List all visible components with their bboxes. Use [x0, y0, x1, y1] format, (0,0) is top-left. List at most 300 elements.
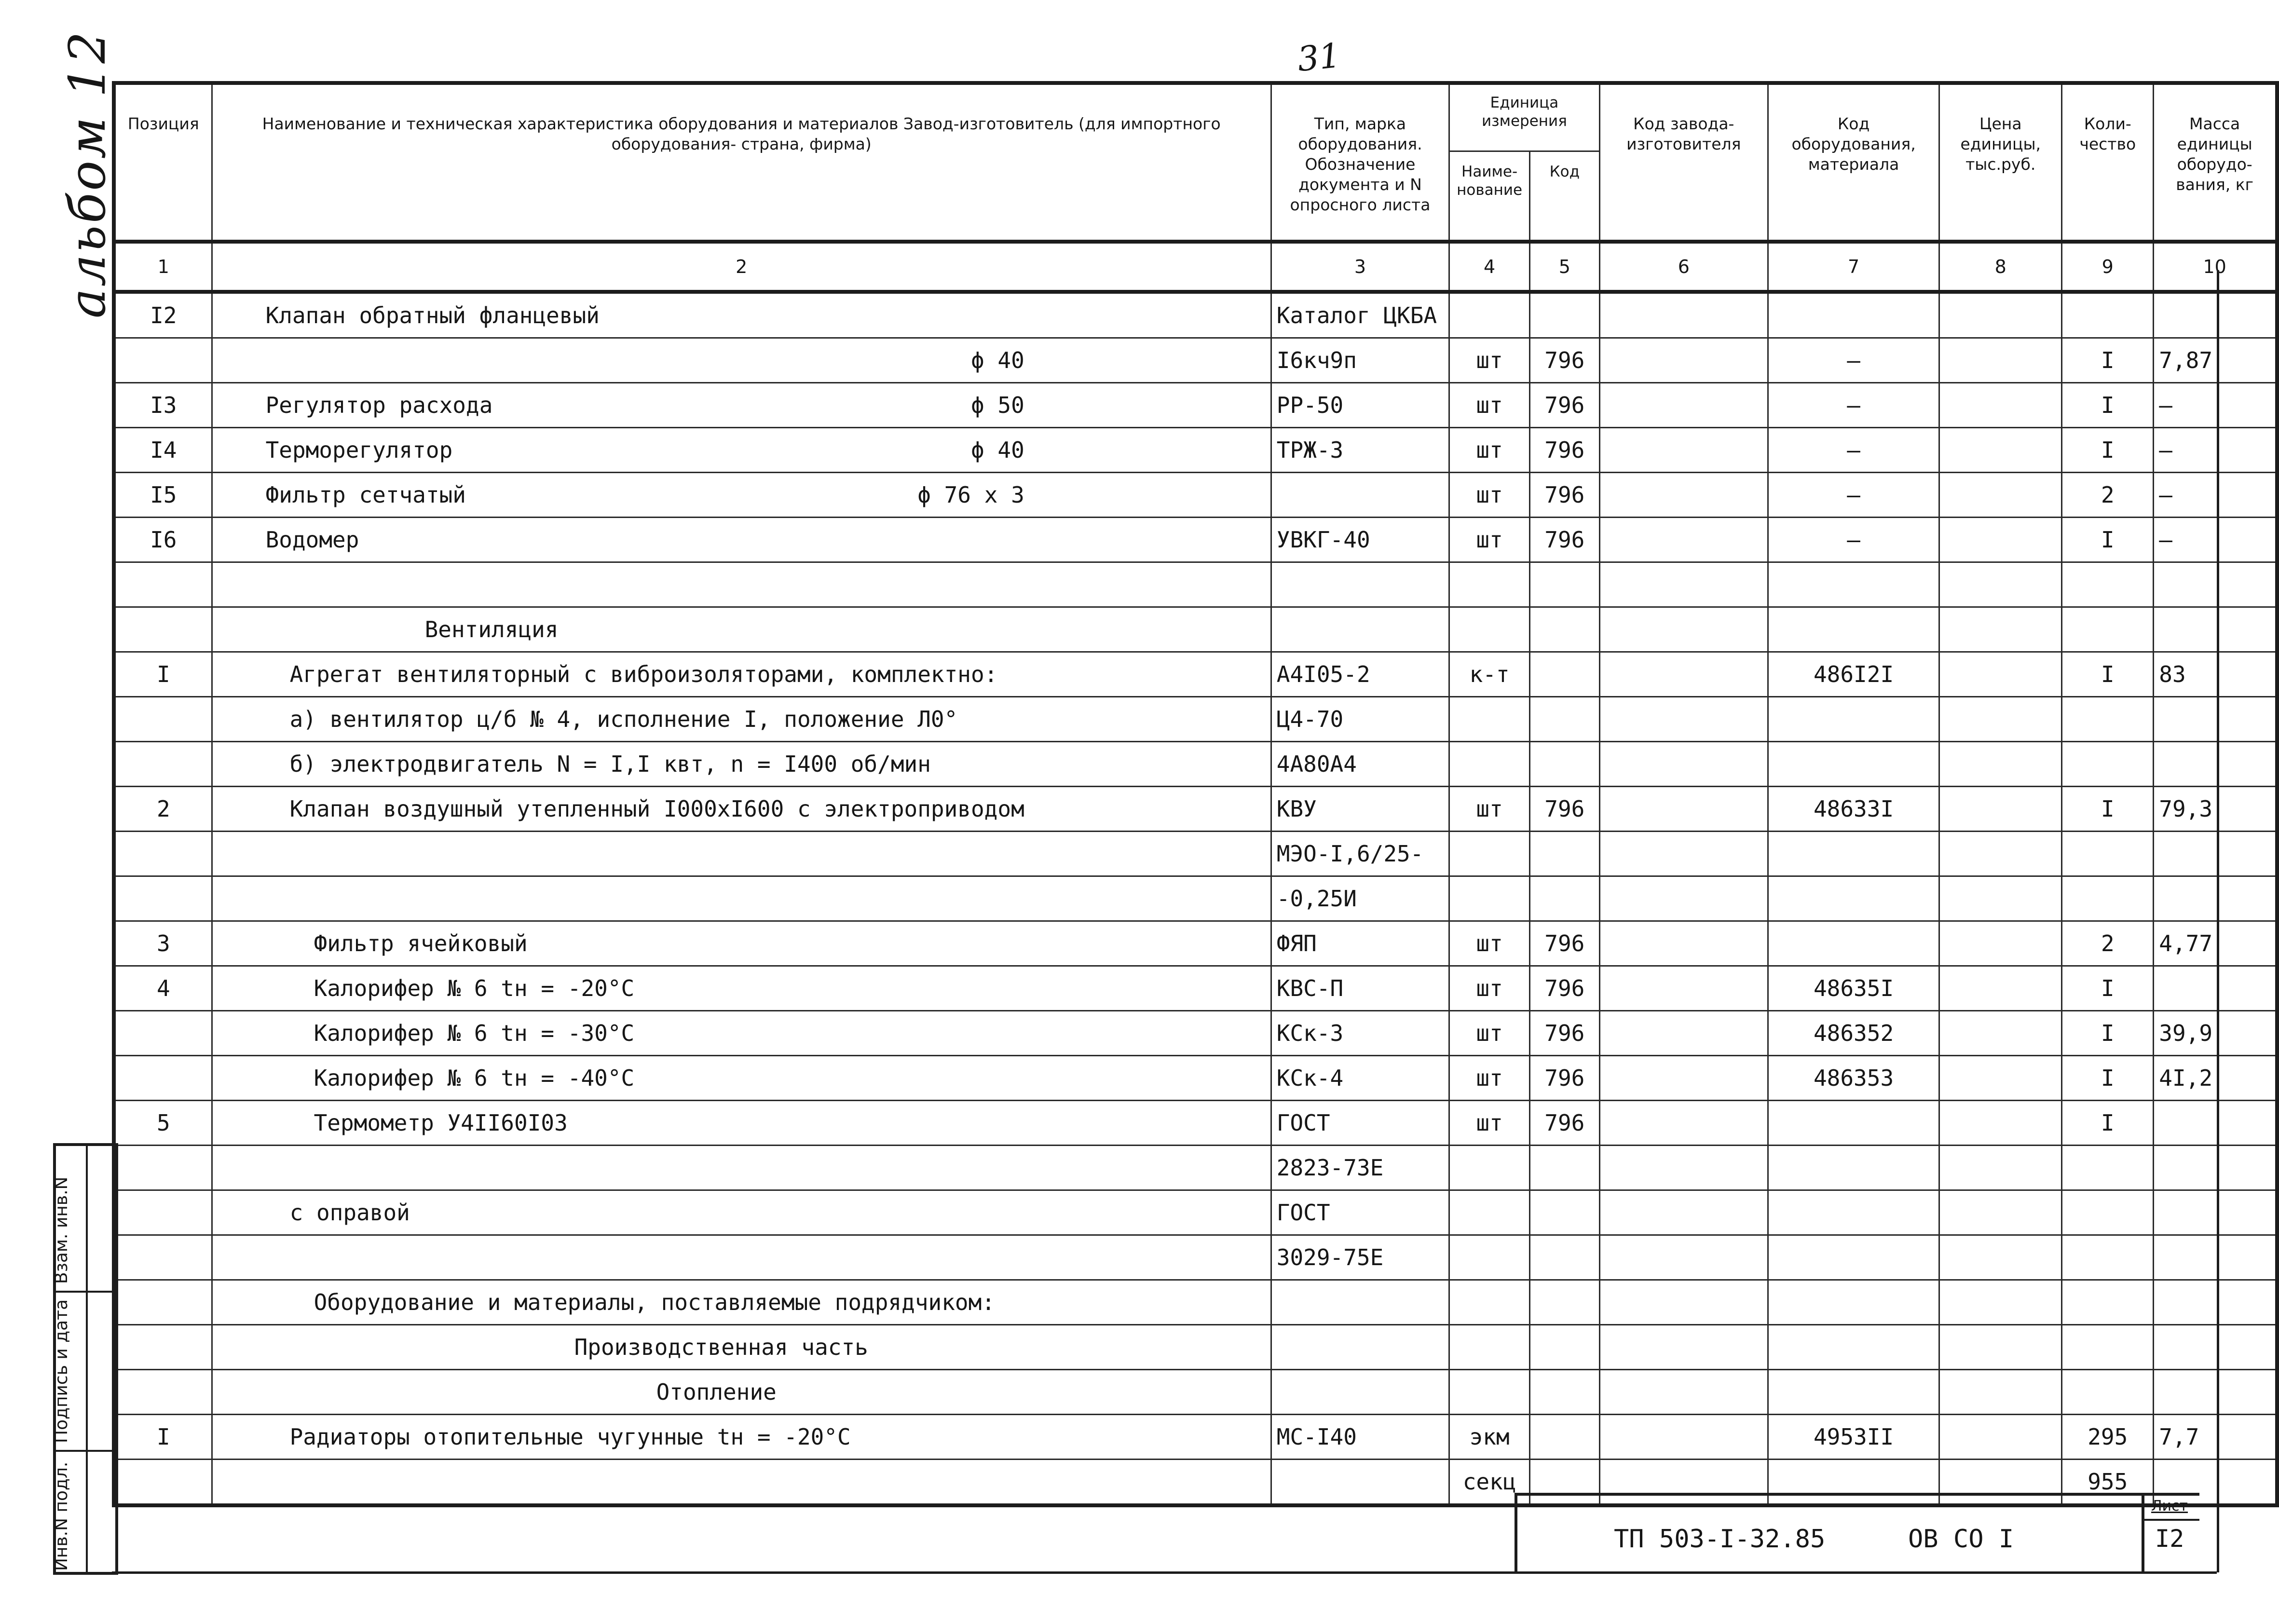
side-stamp: [53, 1143, 118, 1575]
cell-type: [1271, 1460, 1449, 1506]
cell-price: [1939, 1235, 2062, 1280]
cell-type: РР-50: [1271, 383, 1449, 428]
cell-mass: 7,7: [2154, 1415, 2277, 1460]
item-name: Агрегат вентиляторный с виброизоляторами, комплектно:: [289, 661, 998, 687]
cell-price: [1939, 652, 2062, 697]
cell-price: [1939, 607, 2062, 652]
cell-name: [212, 562, 1271, 607]
cell-name: [212, 787, 1271, 832]
cell-position: 4: [114, 966, 212, 1011]
item-name: Производственная часть: [574, 1334, 868, 1360]
table-row: [114, 1011, 2277, 1056]
item-diameter: ϕ 40: [971, 347, 1024, 373]
cell-quantity: [2062, 1280, 2154, 1325]
header-quantity: Коли- чество: [2062, 83, 2154, 242]
cell-unit-name: шт: [1449, 1011, 1530, 1056]
header-price: Цена единицы, тыс.руб.: [1939, 83, 2062, 242]
column-number: 8: [1939, 242, 2062, 292]
cell-unit-name: секц: [1449, 1460, 1530, 1506]
cell-manufacturer-code: [1599, 1415, 1768, 1460]
cell-type: -0,25И: [1271, 876, 1449, 921]
cell-mass: 79,3: [2154, 787, 2277, 832]
cell-unit-code: [1530, 292, 1600, 338]
cell-manufacturer-code: [1599, 518, 1768, 562]
item-name: Терморегулятор: [265, 437, 453, 463]
cell-manufacturer-code: [1599, 652, 1768, 697]
cell-quantity: 295: [2062, 1415, 2154, 1460]
side-stamp-cell: [52, 1450, 115, 1578]
cell-manufacturer-code: [1599, 1370, 1768, 1415]
column-number: 5: [1530, 242, 1600, 292]
cell-position: [114, 562, 212, 607]
item-name: Клапан обратный фланцевый: [265, 302, 600, 328]
header-unit-group: Единица измерения: [1449, 83, 1599, 151]
cell-equipment-code: [1768, 607, 1939, 652]
item-diameter: [1024, 975, 1029, 1001]
table-row: [114, 832, 2277, 876]
cell-unit-code: [1530, 697, 1600, 742]
cell-unit-code: [1530, 562, 1600, 607]
cell-mass: 39,9: [2154, 1011, 2277, 1056]
item-name: а) вентилятор ц/б № 4, исполнение I, положение Л0°: [289, 706, 958, 732]
table-row: [114, 697, 2277, 742]
cell-position: I: [114, 1415, 212, 1460]
column-number: 2: [212, 242, 1271, 292]
cell-unit-name: [1449, 292, 1530, 338]
sheet-label: Лист: [2151, 1498, 2188, 1515]
cell-unit-code: 796: [1530, 518, 1600, 562]
cell-equipment-code: [1768, 1235, 1939, 1280]
cell-equipment-code: [1768, 292, 1939, 338]
item-diameter: [1024, 1200, 1029, 1226]
table-row: [114, 473, 2277, 518]
cell-unit-name: шт: [1449, 1101, 1530, 1146]
cell-manufacturer-code: [1599, 428, 1768, 473]
table-row: [114, 1146, 2277, 1190]
project-code: ТП 503-I-32.85: [1614, 1525, 1826, 1554]
table-row: [114, 1280, 2277, 1325]
cell-mass: [2154, 1146, 2277, 1190]
item-name: Регулятор расхода: [265, 392, 493, 418]
cell-price: [1939, 787, 2062, 832]
cell-price: [1939, 697, 2062, 742]
item-name: б) электродвигатель N = I,I квт, n = I400 об/мин: [289, 751, 931, 777]
header-type: Тип, марка оборудования. Обозначение документа и N опросного листа: [1271, 83, 1449, 242]
cell-name: [212, 383, 1271, 428]
cell-unit-code: [1530, 1415, 1600, 1460]
cell-position: [114, 1011, 212, 1056]
item-name: Калорифер № 6 tн = -40°C: [314, 1065, 635, 1091]
cell-mass: 83: [2154, 652, 2277, 697]
cell-name: [212, 518, 1271, 562]
item-name: Калорифер № 6 tн = -30°C: [314, 1020, 635, 1046]
cell-unit-code: 796: [1530, 1101, 1600, 1146]
table-row: [114, 1415, 2277, 1460]
cell-position: [114, 1280, 212, 1325]
item-name: Фильтр сетчатый: [265, 482, 466, 508]
cell-unit-code: 796: [1530, 428, 1600, 473]
cell-type: [1271, 607, 1449, 652]
cell-manufacturer-code: [1599, 562, 1768, 607]
item-name: Термометр У4II60I03: [314, 1110, 568, 1136]
cell-quantity: [2062, 1146, 2154, 1190]
frame-line: [116, 1452, 118, 1572]
table-row: [114, 292, 2277, 338]
cell-unit-name: шт: [1449, 787, 1530, 832]
item-diameter: [1024, 1289, 1029, 1315]
cell-equipment-code: [1768, 1190, 1939, 1235]
cell-quantity: I: [2062, 1056, 2154, 1101]
cell-quantity: I: [2062, 1011, 2154, 1056]
table-row: [114, 966, 2277, 1011]
cell-manufacturer-code: [1599, 1325, 1768, 1370]
cell-type: Каталог ЦКБА: [1271, 292, 1449, 338]
cell-name: [212, 1101, 1271, 1146]
cell-type: [1271, 1325, 1449, 1370]
cell-type: ТРЖ-3: [1271, 428, 1449, 473]
header-unit-code: Код: [1530, 151, 1600, 242]
cell-quantity: [2062, 1190, 2154, 1235]
cell-manufacturer-code: [1599, 1101, 1768, 1146]
frame-line: [2217, 270, 2219, 1572]
table-row: [114, 1056, 2277, 1101]
column-number-row: [114, 242, 2277, 292]
item-diameter: [1024, 616, 1029, 642]
cell-position: [114, 1370, 212, 1415]
cell-position: [114, 1190, 212, 1235]
cell-position: [114, 876, 212, 921]
cell-manufacturer-code: [1599, 832, 1768, 876]
cell-equipment-code: [1768, 876, 1939, 921]
side-stamp-label: Подпись и дата: [52, 1299, 71, 1443]
table-row: [114, 1370, 2277, 1415]
cell-unit-code: [1530, 607, 1600, 652]
cell-equipment-code: [1768, 562, 1939, 607]
item-name: Калорифер № 6 tн = -20°C: [314, 975, 635, 1001]
cell-price: [1939, 338, 2062, 383]
cell-price: [1939, 876, 2062, 921]
cell-name: [212, 1370, 1271, 1415]
cell-type: ГОСТ: [1271, 1190, 1449, 1235]
cell-quantity: I: [2062, 518, 2154, 562]
cell-quantity: 955: [2062, 1460, 2154, 1506]
side-stamp-cell: [52, 1146, 115, 1291]
item-diameter: [1024, 1020, 1029, 1046]
cell-unit-code: [1530, 652, 1600, 697]
cell-unit-code: 796: [1530, 966, 1600, 1011]
cell-manufacturer-code: [1599, 338, 1768, 383]
cell-name: [212, 292, 1271, 338]
cell-manufacturer-code: [1599, 787, 1768, 832]
cell-manufacturer-code: [1599, 697, 1768, 742]
cell-equipment-code: [1768, 1101, 1939, 1146]
item-diameter: [1024, 1379, 1029, 1405]
item-name: Клапан воздушный утепленный I000xI600 с электроприводом: [289, 796, 1024, 822]
cell-type: УВКГ-40: [1271, 518, 1449, 562]
cell-mass: [2154, 832, 2277, 876]
cell-position: [114, 742, 212, 787]
cell-mass: [2154, 1101, 2277, 1146]
item-name: с оправой: [289, 1200, 410, 1226]
cell-unit-name: шт: [1449, 966, 1530, 1011]
cell-type: 2823-73Е: [1271, 1146, 1449, 1190]
cell-position: [114, 1056, 212, 1101]
cell-unit-name: шт: [1449, 428, 1530, 473]
cell-equipment-code: [1768, 1146, 1939, 1190]
cell-unit-name: [1449, 1280, 1530, 1325]
cell-unit-name: [1449, 832, 1530, 876]
item-diameter: ϕ 76 x 3: [917, 482, 1024, 508]
cell-position: I5: [114, 473, 212, 518]
cell-unit-name: шт: [1449, 1056, 1530, 1101]
cell-price: [1939, 1011, 2062, 1056]
header-position: Позиция: [114, 83, 212, 242]
cell-name: [212, 1460, 1271, 1506]
cell-unit-name: шт: [1449, 921, 1530, 966]
cell-equipment-code: –: [1768, 383, 1939, 428]
cell-quantity: [2062, 607, 2154, 652]
cell-type: КСк-3: [1271, 1011, 1449, 1056]
cell-unit-name: к-т: [1449, 652, 1530, 697]
cell-equipment-code: [1768, 832, 1939, 876]
cell-mass: [2154, 1235, 2277, 1280]
cell-equipment-code: [1768, 697, 1939, 742]
sheet-box: [2142, 1496, 2199, 1572]
table-row: [114, 921, 2277, 966]
cell-unit-code: 796: [1530, 921, 1600, 966]
item-name: Водомер: [265, 527, 359, 553]
cell-name: [212, 832, 1271, 876]
cell-quantity: 2: [2062, 921, 2154, 966]
item-diameter: [1024, 1334, 1029, 1360]
cell-mass: [2154, 607, 2277, 652]
cell-manufacturer-code: [1599, 1056, 1768, 1101]
table-row: [114, 787, 2277, 832]
cell-price: [1939, 1190, 2062, 1235]
table-row: [114, 518, 2277, 562]
item-name: Радиаторы отопительные чугунные tн = -20°C: [289, 1424, 851, 1450]
cell-price: [1939, 1056, 2062, 1101]
cell-quantity: [2062, 1370, 2154, 1415]
table-row: [114, 383, 2277, 428]
table-row: [114, 562, 2277, 607]
cell-unit-name: [1449, 697, 1530, 742]
table-row: [114, 428, 2277, 473]
cell-manufacturer-code: [1599, 1235, 1768, 1280]
item-diameter: [1024, 1110, 1029, 1136]
item-name: Отопление: [656, 1379, 777, 1405]
table-row: [114, 1190, 2277, 1235]
cell-mass: [2154, 966, 2277, 1011]
cell-position: [114, 1325, 212, 1370]
item-diameter: [1024, 796, 1029, 822]
item-diameter: [1024, 527, 1029, 553]
cell-type: [1271, 1280, 1449, 1325]
cell-equipment-code: 486352: [1768, 1011, 1939, 1056]
cell-unit-name: [1449, 607, 1530, 652]
cell-unit-code: [1530, 1190, 1600, 1235]
cell-mass: [2154, 1190, 2277, 1235]
cell-position: [114, 1235, 212, 1280]
cell-name: [212, 1190, 1271, 1235]
cell-unit-code: [1530, 742, 1600, 787]
cell-type: 4А80А4: [1271, 742, 1449, 787]
cell-price: [1939, 1280, 2062, 1325]
table-row: [114, 1325, 2277, 1370]
cell-unit-code: [1530, 1280, 1600, 1325]
side-stamp-cell: [52, 1291, 115, 1450]
cell-unit-name: [1449, 562, 1530, 607]
cell-unit-name: шт: [1449, 518, 1530, 562]
cell-mass: [2154, 876, 2277, 921]
cell-mass: –: [2154, 428, 2277, 473]
cell-name: [212, 1011, 1271, 1056]
cell-name: [212, 1235, 1271, 1280]
cell-position: I6: [114, 518, 212, 562]
table-row: [114, 1235, 2277, 1280]
cell-position: 5: [114, 1101, 212, 1146]
cell-unit-code: [1530, 1370, 1600, 1415]
cell-name: [212, 697, 1271, 742]
cell-equipment-code: 486353: [1768, 1056, 1939, 1101]
header-mass: Масса единицы оборудо- вания, кг: [2154, 83, 2277, 242]
cell-type: 3029-75Е: [1271, 1235, 1449, 1280]
cell-manufacturer-code: [1599, 876, 1768, 921]
item-diameter: ϕ 50: [971, 392, 1024, 418]
cell-position: 2: [114, 787, 212, 832]
cell-quantity: [2062, 697, 2154, 742]
cell-unit-name: шт: [1449, 383, 1530, 428]
cell-type: КВУ: [1271, 787, 1449, 832]
cell-type: [1271, 473, 1449, 518]
column-number: 4: [1449, 242, 1530, 292]
cell-unit-code: 796: [1530, 1056, 1600, 1101]
cell-unit-name: [1449, 1325, 1530, 1370]
cell-price: [1939, 832, 2062, 876]
cell-manufacturer-code: [1599, 292, 1768, 338]
cell-position: [114, 338, 212, 383]
cell-quantity: [2062, 562, 2154, 607]
cell-type: Ц4-70: [1271, 697, 1449, 742]
cell-mass: [2154, 1370, 2277, 1415]
cell-price: [1939, 1325, 2062, 1370]
cell-manufacturer-code: [1599, 742, 1768, 787]
cell-unit-name: [1449, 1235, 1530, 1280]
cell-manufacturer-code: [1599, 607, 1768, 652]
cell-quantity: I: [2062, 966, 2154, 1011]
cell-quantity: I: [2062, 338, 2154, 383]
cell-mass: [2154, 292, 2277, 338]
cell-price: [1939, 473, 2062, 518]
cell-unit-code: [1530, 832, 1600, 876]
cell-manufacturer-code: [1599, 1280, 1768, 1325]
cell-type: [1271, 1370, 1449, 1415]
cell-mass: 4,77: [2154, 921, 2277, 966]
table-row: [114, 607, 2277, 652]
cell-type: I6кч9п: [1271, 338, 1449, 383]
cell-equipment-code: [1768, 1280, 1939, 1325]
cell-equipment-code: –: [1768, 338, 1939, 383]
side-stamp-label: Взам. инв.N: [52, 1176, 71, 1284]
cell-price: [1939, 428, 2062, 473]
cell-unit-name: [1449, 742, 1530, 787]
cell-manufacturer-code: [1599, 966, 1768, 1011]
cell-manufacturer-code: [1599, 473, 1768, 518]
cell-type: ГОСТ: [1271, 1101, 1449, 1146]
cell-name: [212, 338, 1271, 383]
cell-equipment-code: [1768, 1325, 1939, 1370]
cell-name: [212, 652, 1271, 697]
cell-price: [1939, 562, 2062, 607]
cell-price: [1939, 1415, 2062, 1460]
cell-quantity: [2062, 292, 2154, 338]
sheet-number: I2: [2155, 1525, 2184, 1553]
column-number: 6: [1599, 242, 1768, 292]
cell-type: МС-I40: [1271, 1415, 1449, 1460]
cell-unit-name: [1449, 1190, 1530, 1235]
cell-quantity: [2062, 832, 2154, 876]
table-row: [114, 338, 2277, 383]
column-number: 10: [2154, 242, 2277, 292]
column-number: 9: [2062, 242, 2154, 292]
cell-quantity: I: [2062, 787, 2154, 832]
cell-mass: 7,87: [2154, 338, 2277, 383]
cell-equipment-code: [1768, 1370, 1939, 1415]
cell-name: [212, 921, 1271, 966]
cell-position: I2: [114, 292, 212, 338]
cell-price: [1939, 1146, 2062, 1190]
item-name: Фильтр ячейковый: [314, 930, 528, 956]
item-diameter: ϕ 40: [971, 437, 1024, 463]
cell-equipment-code: –: [1768, 518, 1939, 562]
cell-unit-name: экм: [1449, 1415, 1530, 1460]
page-number: 31: [1295, 35, 1343, 80]
item-diameter: [1024, 706, 1029, 732]
item-name: Вентиляция: [424, 616, 559, 642]
header-name: Наименование и техническая характеристика оборудования и материалов Завод-изготовитель (для импортного оборудования- страна, фирма): [212, 83, 1271, 242]
cell-unit-code: 796: [1530, 473, 1600, 518]
cell-quantity: [2062, 1325, 2154, 1370]
table-row: [114, 742, 2277, 787]
cell-name: [212, 742, 1271, 787]
cell-position: [114, 1146, 212, 1190]
cell-type: МЭО-I,6/25-: [1271, 832, 1449, 876]
cell-unit-code: 796: [1530, 787, 1600, 832]
cell-position: I: [114, 652, 212, 697]
cell-name: [212, 1325, 1271, 1370]
cell-type: КВС-П: [1271, 966, 1449, 1011]
cell-unit-code: 796: [1530, 1011, 1600, 1056]
cell-type: А4I05-2: [1271, 652, 1449, 697]
cell-unit-name: шт: [1449, 338, 1530, 383]
cell-manufacturer-code: [1599, 1011, 1768, 1056]
cell-price: [1939, 966, 2062, 1011]
item-diameter: [1024, 930, 1029, 956]
cell-position: [114, 1460, 212, 1506]
cell-position: [114, 607, 212, 652]
item-diameter: [1024, 302, 1029, 328]
cell-name: [212, 1280, 1271, 1325]
cell-quantity: [2062, 876, 2154, 921]
cell-equipment-code: [1768, 921, 1939, 966]
cell-quantity: I: [2062, 652, 2154, 697]
cell-position: [114, 832, 212, 876]
cell-unit-name: [1449, 876, 1530, 921]
cell-equipment-code: 48633I: [1768, 787, 1939, 832]
cell-name: [212, 428, 1271, 473]
cell-unit-code: [1530, 1235, 1600, 1280]
cell-manufacturer-code: [1599, 921, 1768, 966]
